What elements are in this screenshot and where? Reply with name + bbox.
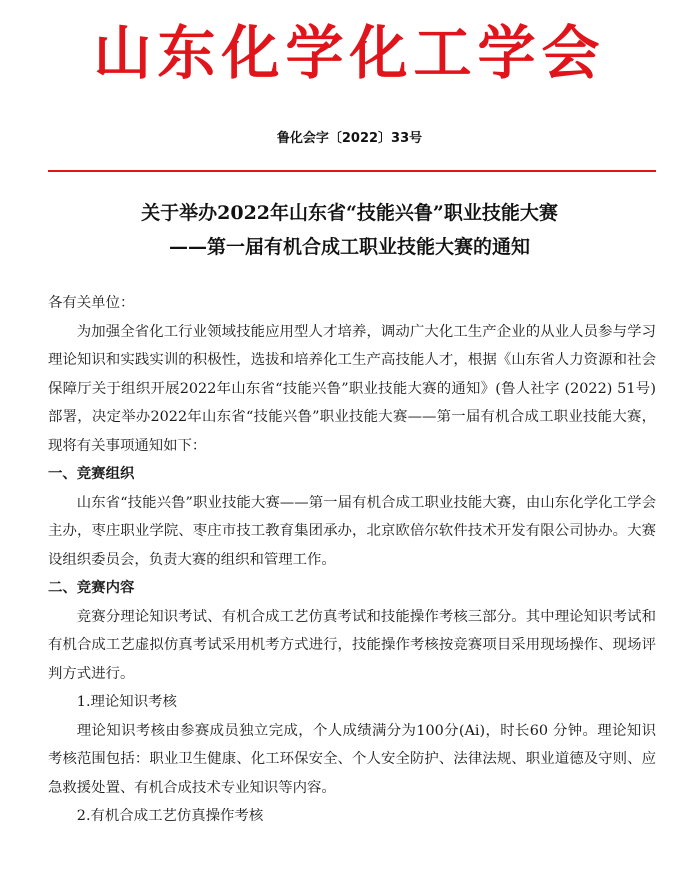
notice-title-line1: 关于举办2022年山东省“技能兴鲁”职业技能大赛 <box>141 202 558 224</box>
document-number: 鲁化会字〔2022〕33号 <box>276 131 423 146</box>
salutation: 各有关单位： <box>48 295 135 311</box>
intro-paragraph: 为加强全省化工行业领域技能应用型人才培养，调动广大化工生产企业的从业人员参与学习理论知识和实践实训的积极性，选拔和培养化工生产高技能人才，根据《山东省人力资源和社会保障厅关于组织开展2022年山东省“技能兴鲁”职业技能大赛的通知》(鲁人社字 (2022) 51号)部署，决定举办2022年山东省“技能兴鲁”职业技能大赛——第一届有机合成工职业技能大赛，现将有关事项通知如下： <box>48 323 656 454</box>
notice-title-line2: ——第一届有机合成工职业技能大赛的通知 <box>168 236 530 258</box>
section1-paragraph: 山东省“技能兴鲁”职业技能大赛——第一届有机合成工职业技能大赛，由山东化学化工学会主办，枣庄职业学院、枣庄市技工教育集团承办，北京欧倍尔软件技术开发有限公司协办。大赛设组织委员会，负责大赛的组织和管理工作。 <box>48 494 656 568</box>
subsection2-heading: 2.有机合成工艺仿真操作考核 <box>76 808 264 824</box>
section1-heading: 一、竞赛组织 <box>48 465 135 482</box>
red-divider <box>48 170 656 172</box>
section2-heading: 二、竞赛内容 <box>48 579 135 596</box>
section2-paragraph: 竞赛分理论知识考试、有机合成工艺仿真考试和技能操作考核三部分。其中理论知识考试和有机合成工艺虚拟仿真考试采用机考方式进行，技能操作考核按竞赛项目采用现场操作、现场评判方式进行。 <box>48 608 656 682</box>
subsection1-paragraph: 理论知识考核由参赛成员独立完成，个人成绩满分为100分(Ai)，时长60 分钟。理论知识考核范围包括：职业卫生健康、化工环保安全、个人安全防护、法律法规、职业道德及守则、应急救援处置、有机合成技术专业知识等内容。 <box>48 722 656 796</box>
document-body <box>48 289 656 831</box>
organization-title: 山东化学化工学会 <box>93 19 606 87</box>
subsection1-heading: 1.理论知识考核 <box>76 694 177 710</box>
